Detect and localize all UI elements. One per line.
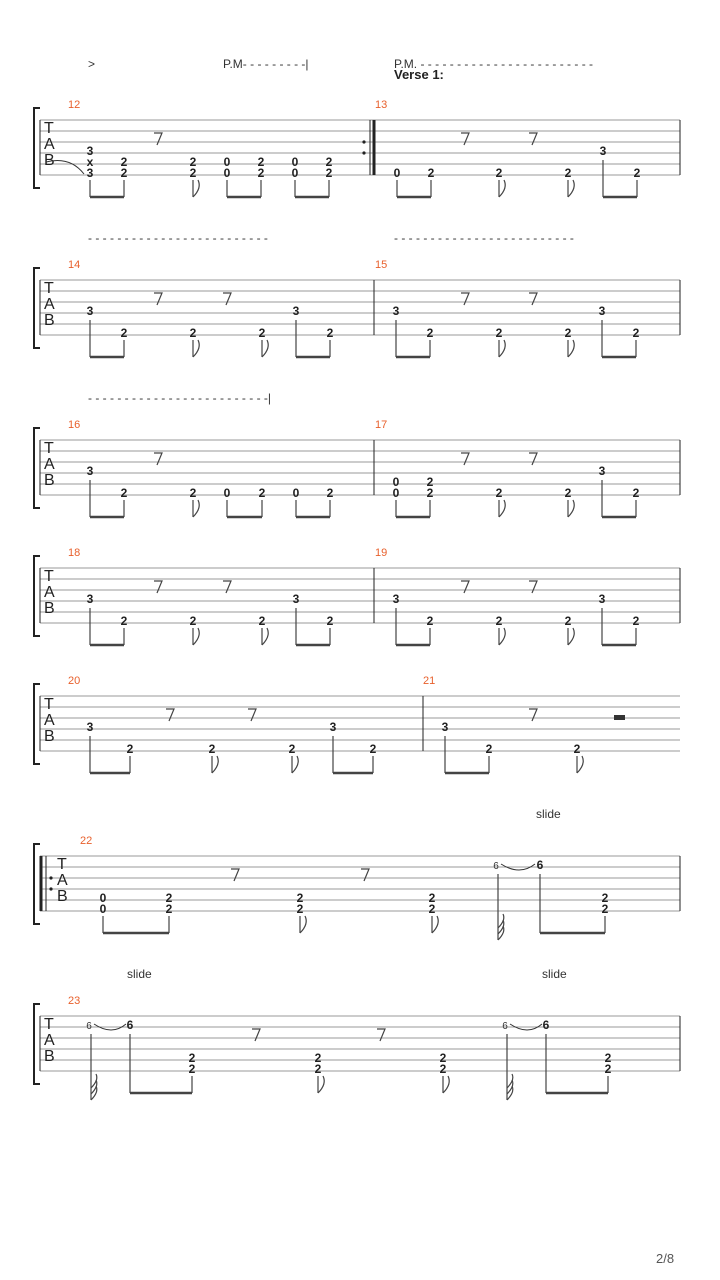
svg-text:T: T — [57, 856, 67, 873]
tab-system-7 — [0, 992, 720, 1107]
measure-number-12: 12 — [68, 99, 81, 111]
measure-number-17: 17 — [375, 419, 388, 431]
svg-text:2: 2 — [601, 891, 609, 905]
tab-system-1 — [0, 96, 720, 206]
svg-text:3: 3 — [598, 304, 606, 318]
svg-text:3: 3 — [86, 166, 94, 180]
svg-text:T: T — [44, 1016, 54, 1033]
svg-text:0: 0 — [393, 166, 401, 180]
svg-text:B: B — [44, 1048, 55, 1065]
svg-text:6: 6 — [542, 1018, 550, 1032]
svg-text:A: A — [44, 296, 55, 313]
svg-text:2: 2 — [573, 742, 581, 756]
measure-number-18: 18 — [68, 547, 81, 559]
svg-text:2: 2 — [257, 166, 265, 180]
half-rest — [614, 715, 625, 720]
svg-text:2: 2 — [633, 166, 641, 180]
svg-text:0: 0 — [392, 475, 400, 489]
measure-number-23: 23 — [68, 995, 81, 1007]
svg-text:2: 2 — [120, 614, 128, 628]
svg-text:3: 3 — [392, 304, 400, 318]
svg-text:2: 2 — [495, 326, 503, 340]
svg-text:2: 2 — [426, 326, 434, 340]
tab-system-6 — [0, 832, 720, 947]
svg-text:2: 2 — [120, 166, 128, 180]
svg-text:A: A — [44, 712, 55, 729]
svg-text:2: 2 — [120, 486, 128, 500]
svg-text:A: A — [44, 584, 55, 601]
svg-text:2: 2 — [564, 166, 572, 180]
svg-text:2: 2 — [495, 486, 503, 500]
svg-text:2: 2 — [326, 326, 334, 340]
tab-system-5 — [0, 672, 720, 782]
tab-clef-b: B — [44, 152, 55, 169]
section-label: Verse 1: — [394, 67, 444, 82]
svg-text:0: 0 — [99, 902, 107, 916]
svg-text:2: 2 — [258, 614, 266, 628]
svg-text:0: 0 — [292, 486, 300, 500]
repeat-dot — [362, 151, 365, 154]
svg-text:2: 2 — [439, 1051, 447, 1065]
svg-text:0: 0 — [223, 486, 231, 500]
svg-text:T: T — [44, 696, 54, 713]
svg-text:2: 2 — [208, 742, 216, 756]
svg-text:B: B — [44, 728, 55, 745]
svg-text:2: 2 — [427, 166, 435, 180]
eighth-rest — [154, 133, 162, 145]
svg-text:2: 2 — [495, 166, 503, 180]
svg-text:2: 2 — [426, 486, 434, 500]
svg-text:3: 3 — [86, 592, 94, 606]
svg-text:0: 0 — [392, 486, 400, 500]
svg-text:T: T — [44, 568, 54, 585]
svg-text:2: 2 — [126, 742, 134, 756]
svg-text:3: 3 — [86, 464, 94, 478]
measure-number-19: 19 — [375, 547, 388, 559]
svg-text:T: T — [44, 280, 54, 297]
svg-text:2: 2 — [485, 742, 493, 756]
eighth-rest — [461, 133, 469, 145]
measure-number-15: 15 — [375, 259, 388, 271]
slide-label: slide — [536, 807, 561, 821]
svg-text:2: 2 — [632, 326, 640, 340]
svg-text:2: 2 — [428, 902, 436, 916]
svg-text:B: B — [44, 312, 55, 329]
svg-text:B: B — [44, 472, 55, 489]
svg-text:2: 2 — [258, 486, 266, 500]
svg-text:3: 3 — [292, 304, 300, 318]
svg-text:3: 3 — [598, 592, 606, 606]
svg-text:2: 2 — [632, 614, 640, 628]
page-number: 2/8 — [656, 1251, 675, 1266]
svg-text:3: 3 — [392, 592, 400, 606]
svg-text:0: 0 — [99, 891, 107, 905]
svg-text:2: 2 — [632, 486, 640, 500]
svg-text:2: 2 — [165, 891, 173, 905]
svg-text:3: 3 — [86, 144, 94, 158]
accent-mark: > — [88, 57, 96, 71]
svg-text:6: 6 — [536, 858, 544, 872]
palm-mute-continuation: - - - - - - - - - - - - - - - - - - - - - - - - - — [88, 231, 268, 245]
measure-number-13: 13 — [375, 99, 388, 111]
svg-text:2: 2 — [189, 486, 197, 500]
svg-text:2: 2 — [165, 902, 173, 916]
measure-number-21: 21 — [423, 675, 436, 687]
tab-clef-a: A — [44, 136, 55, 153]
svg-text:2: 2 — [495, 614, 503, 628]
svg-text:2: 2 — [325, 166, 333, 180]
tab-system-3 — [0, 416, 720, 526]
svg-text:2: 2 — [288, 742, 296, 756]
svg-text:3: 3 — [441, 720, 449, 734]
svg-text:A: A — [57, 872, 68, 889]
svg-text:2: 2 — [564, 486, 572, 500]
tab-system-2 — [0, 256, 720, 366]
svg-text:3: 3 — [329, 720, 337, 734]
svg-text:2: 2 — [564, 326, 572, 340]
svg-text:2: 2 — [296, 891, 304, 905]
svg-text:2: 2 — [314, 1051, 322, 1065]
svg-text:x: x — [86, 155, 94, 169]
svg-text:2: 2 — [258, 326, 266, 340]
svg-text:3: 3 — [292, 592, 300, 606]
slide-label: slide — [127, 967, 152, 981]
eighth-rest — [529, 133, 537, 145]
tab-system-4 — [0, 544, 720, 654]
svg-text:2: 2 — [564, 614, 572, 628]
svg-text:2: 2 — [296, 902, 304, 916]
svg-text:2: 2 — [188, 1051, 196, 1065]
svg-text:2: 2 — [189, 614, 197, 628]
palm-mute-continuation: - - - - - - - - - - - - - - - - - - - - - - - - -| — [88, 391, 272, 405]
svg-text:2: 2 — [426, 614, 434, 628]
svg-text:6: 6 — [493, 861, 499, 872]
palm-mute-marking: P.M- - - - - - - - -| — [223, 57, 309, 71]
svg-text:2: 2 — [189, 155, 197, 169]
svg-text:6: 6 — [502, 1021, 508, 1032]
measure-number-20: 20 — [68, 675, 81, 687]
tab-clef-t: T — [44, 120, 54, 137]
slide-label: slide — [542, 967, 567, 981]
svg-text:B: B — [57, 888, 68, 905]
svg-text:B: B — [44, 600, 55, 617]
svg-text:A: A — [44, 456, 55, 473]
palm-mute-marking: P.M. - - - - - - - - - - - - - - - - - - - - - - - - — [394, 57, 594, 71]
svg-text:0: 0 — [291, 155, 299, 169]
svg-text:0: 0 — [223, 155, 231, 169]
svg-text:2: 2 — [604, 1062, 612, 1076]
svg-text:2: 2 — [325, 155, 333, 169]
svg-text:6: 6 — [126, 1018, 134, 1032]
svg-text:2: 2 — [604, 1051, 612, 1065]
repeat-dot — [362, 140, 365, 143]
svg-text:2: 2 — [120, 155, 128, 169]
svg-text:2: 2 — [189, 166, 197, 180]
svg-text:2: 2 — [326, 486, 334, 500]
measure-number-14: 14 — [68, 259, 81, 271]
svg-text:0: 0 — [223, 166, 231, 180]
svg-text:2: 2 — [257, 155, 265, 169]
palm-mute-continuation: - - - - - - - - - - - - - - - - - - - - - - - - - — [394, 231, 574, 245]
svg-text:2: 2 — [601, 902, 609, 916]
svg-text:2: 2 — [439, 1062, 447, 1076]
measure-number-16: 16 — [68, 419, 81, 431]
svg-text:3: 3 — [598, 464, 606, 478]
svg-text:3: 3 — [86, 304, 94, 318]
svg-text:3: 3 — [86, 720, 94, 734]
svg-text:2: 2 — [189, 326, 197, 340]
svg-text:2: 2 — [314, 1062, 322, 1076]
svg-text:0: 0 — [291, 166, 299, 180]
svg-text:T: T — [44, 440, 54, 457]
svg-text:2: 2 — [428, 891, 436, 905]
svg-text:3: 3 — [599, 144, 607, 158]
system-bracket — [34, 108, 40, 188]
svg-text:2: 2 — [426, 475, 434, 489]
svg-text:2: 2 — [369, 742, 377, 756]
svg-text:6: 6 — [86, 1021, 92, 1032]
svg-text:2: 2 — [120, 326, 128, 340]
svg-text:A: A — [44, 1032, 55, 1049]
svg-text:2: 2 — [326, 614, 334, 628]
measure-number-22: 22 — [80, 835, 93, 847]
svg-text:2: 2 — [188, 1062, 196, 1076]
